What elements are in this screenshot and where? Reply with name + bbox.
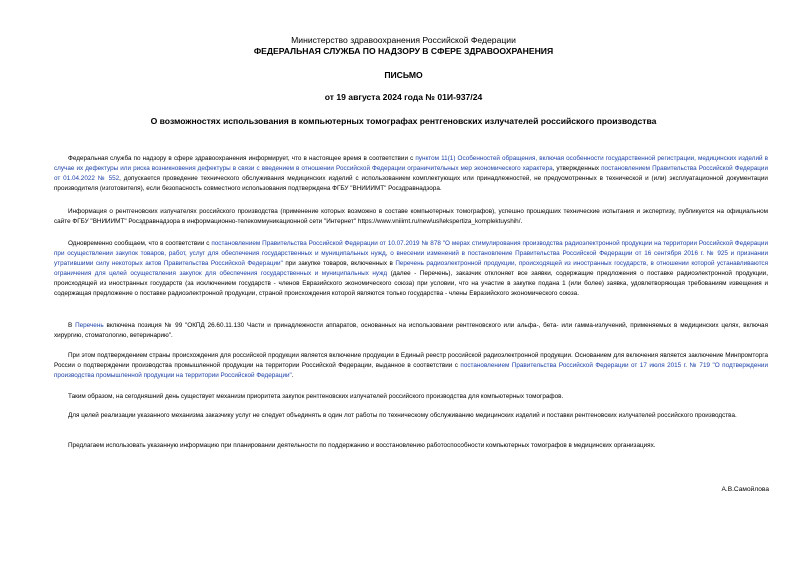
paragraph-text: Информация о рентгеновских излучателях российского производства (применение которых возможно в составе компьютерных томографов), успешно прошедших технические испытания и экспертизу, публикуется на официальном сайте ФГБУ "ВНИИИМТ" Росздравнадзора в информационно-телекоммуникационной сети "Интернет" https://www.vniiimt.ru/new\usl\ekspertiza_komplektuyshih/.: [54, 208, 768, 225]
paragraph-1: [54, 154, 768, 194]
ministry-name: Министерство здравоохранения Российской Федерации: [291, 35, 516, 45]
link-decree-878[interactable]: постановлением Правительства Российской Федерации от 10.07.2019 № 878 "О мерах стимулирования производства радиоэлектронной продукции на территории Российской Федерации при осуществлении закупок товаров, работ, услуг для обеспечения государственных и муниципальных нужд, о внесении изменений в постановление Правительства Российской Федерации от 16 сентября 2016 г. № 925 и признании утратившими силу некоторых актов Правительства Российской Федерации": [54, 240, 768, 267]
paragraph-text: Предлагаем использовать указанную информацию при планировании деятельности по поддержанию и восстановлению работоспособности компьютерных томографов в медицинских организациях.: [68, 442, 656, 449]
link-clause-11-1[interactable]: пунктом 11(1) Особенностей обращения, включая особенности государственной регистрации, медицинских изделий в случае их дефектуры или риска возникновения дефектуры в связи с введением в отношении Российской Федерации ограничительных мер экономического характера: [54, 155, 768, 172]
paragraph-3: [54, 239, 768, 298]
paragraph-text: Таким образом, на сегодняшний день существует механизм приоритета закупок рентгеновских излучателей российского производства для компьютерных томографов.: [68, 393, 564, 400]
letter-subject: О возможностях использования в компьютерных томографах рентгеновских излучателей российского производства: [150, 116, 657, 126]
paragraph-text: включена позиция № 99 "ОКПД 26.60.11.130 Части и принадлежности аппаратов, основанных на использовании рентгеновского или альфа-, бета- или гамма-излучений, применяемых в медицинских целях, включая хирургию, стоматологию, ветеринарию".: [54, 322, 768, 339]
link-list-electronics[interactable]: Перечень радиоэлектронной продукции, происходящей из иностранных государств, в отношении которой устанавливаются ограничения для целей осуществления закупок для обеспечения государственных и муниципальных нужд: [54, 259, 769, 277]
link-decree-719[interactable]: постановлением Правительства Российской Федерации от 17 июля 2015 г. № 719 "О подтверждении производства промышленной продукции на территории Российской Федерации": [54, 361, 768, 379]
paragraph-text: При этом подтверждением страны происхождения для российской продукции является включение продукции в Единый реестр российской радиоэлектронной продукции. Основанием для включения является заключение Минпромторга России о подтверждении производства промышленной продукции на территории Российской Федерации, выданное в соответствии с: [54, 352, 768, 369]
paragraph-text: В: [68, 322, 76, 329]
paragraph-text: Федеральная служба по надзору в сфере здравоохранения информирует, что в настоящее время в соответствии с: [68, 155, 416, 162]
paragraph-8: [54, 441, 768, 451]
paragraph-4: [54, 321, 768, 341]
link-list[interactable]: Перечень: [75, 322, 104, 329]
paragraph-text: Для целей реализации указанного механизма заказчику услуг не следует объединять в один лот работы по техническому обслуживанию медицинских изделий и поставки рентгеновских излучателей российского производства.: [68, 412, 737, 419]
paragraph-2: [54, 207, 768, 227]
paragraph-text: .: [291, 371, 294, 379]
paragraph-6: [54, 392, 768, 402]
document-date-number: от 19 августа 2024 года № 01И-937/24: [324, 92, 483, 102]
paragraph-text: , утвержденных: [552, 164, 602, 172]
paragraph-text: при закупке товаров, включенных в: [282, 259, 396, 267]
document-type: ПИСЬМО: [384, 70, 423, 80]
paragraph-text: , допускается проведение технического обслуживания медицинских изделий с использованием комплектующих или принадлежностей, не предусмотренных в технической и (или) эксплуатационной документации производителя (изготовителя), если безопасность совместного использования подтверждена ФГБУ "ВНИИИМТ" Росздравнадзора.: [54, 174, 768, 192]
paragraph-text: Одновременно сообщаем, что в соответствии с: [68, 240, 212, 247]
paragraph-7: [54, 411, 768, 421]
signature: А.В.Самойлова: [721, 486, 769, 493]
paragraph-text: (далее - Перечень), заказчик отклоняет все заявки, содержащие предложения о поставке радиоэлектронной продукции, происходящей из иностранных государств (за исключением государств - членов Евразийского экономического союза) при условии, что на участие в закупке подана 1 (или более) заявка, удовлетворяющая требованиям извещения и содержащая предложение о поставке радиоэлектронной продукции, страной происхождения которой являются только государства - члены Евразийского экономического союза.: [54, 269, 768, 297]
paragraph-5: [54, 351, 768, 381]
link-decree-552[interactable]: постановлением Правительства Российской Федерации от 01.04.2022 № 552: [54, 164, 768, 182]
service-name: ФЕДЕРАЛЬНАЯ СЛУЖБА ПО НАДЗОРУ В СФЕРЕ ЗДРАВООХРАНЕНИЯ: [253, 46, 554, 56]
